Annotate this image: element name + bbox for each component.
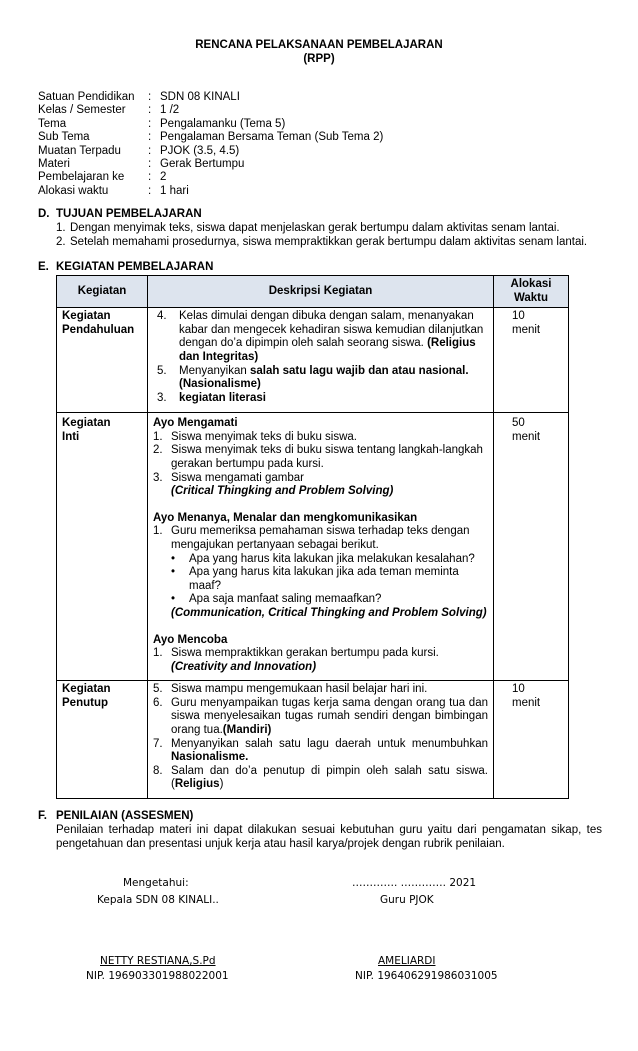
info-label: Sub Tema bbox=[38, 131, 90, 144]
info-row bbox=[38, 185, 383, 198]
alokasi-line-1: Alokasi bbox=[510, 278, 552, 290]
row-description bbox=[148, 681, 494, 799]
info-label: Muatan Terpadu bbox=[38, 144, 121, 157]
document-title: RENCANA PELAKSANAAN PEMBELAJARAN bbox=[195, 39, 443, 51]
info-value: Gerak Bertumpu bbox=[160, 157, 245, 170]
alokasi-line-2: Waktu bbox=[513, 291, 549, 304]
sign-right-title: Guru PJOK bbox=[380, 894, 434, 906]
row-label-line: Pendahuluan bbox=[62, 323, 135, 336]
list-item bbox=[153, 472, 488, 486]
info-colon: : bbox=[148, 157, 152, 170]
info-value: 1 /2 bbox=[160, 104, 180, 117]
row-label bbox=[57, 413, 148, 681]
section-number: D. bbox=[38, 208, 50, 220]
sign-right-name: AMELIARDI bbox=[378, 955, 436, 967]
item-text: Guru menyampaikan tugas kerja sama dengan orang tua dan siswa menyelesaikan tugas rumah sendiri dengan bimbingan orang tua. bbox=[171, 696, 488, 736]
table-row bbox=[57, 308, 569, 413]
item-text: Siswa menyimak teks di buku siswa tentang langkah-langkah gerakan bertumpu pada kursi. bbox=[171, 444, 483, 470]
info-colon: : bbox=[148, 171, 152, 184]
item-number: 1. bbox=[56, 222, 66, 234]
item-value-tag: Nasionalisme. bbox=[171, 751, 249, 764]
info-row bbox=[38, 118, 383, 131]
column-header-deskripsi: Deskripsi Kegiatan bbox=[148, 276, 494, 308]
item-number: 4. bbox=[157, 310, 167, 323]
sign-right-date: …………. …………. 2021 bbox=[352, 877, 477, 889]
item-number: 1. bbox=[153, 525, 163, 538]
item-value-tag: (Mandiri) bbox=[222, 723, 272, 736]
info-value: SDN 08 KINALI bbox=[160, 91, 240, 103]
list-item bbox=[153, 525, 488, 552]
section-title: TUJUAN PEMBELAJARAN bbox=[56, 208, 202, 220]
time-unit: menit bbox=[512, 696, 541, 709]
subheading-menanya: Ayo Menanya, Menalar dan mengkomunikasikan bbox=[153, 511, 418, 524]
question-text: Apa saja manfaat saling memaafkan? bbox=[189, 593, 382, 606]
list-item bbox=[153, 310, 488, 364]
sign-left-header: Mengetahui: bbox=[123, 877, 189, 889]
item-number: 3. bbox=[153, 471, 163, 484]
info-value: Pengalamanku (Tema 5) bbox=[160, 117, 286, 130]
item-number: 7. bbox=[153, 737, 163, 750]
row-time bbox=[494, 681, 569, 799]
list-item bbox=[153, 365, 488, 392]
section-title: KEGIATAN PEMBELAJARAN bbox=[56, 261, 214, 273]
section-number: E. bbox=[38, 261, 49, 273]
table-row bbox=[57, 681, 569, 799]
time-value: 50 bbox=[512, 417, 525, 430]
info-colon: : bbox=[148, 91, 152, 103]
item-number: 3. bbox=[157, 391, 167, 404]
item-text: Dengan menyimak teks, siswa dapat menjelaskan gerak bertumpu dalam aktivitas senam lantai. bbox=[70, 222, 560, 234]
time-value: 10 bbox=[512, 683, 525, 696]
item-text: ) bbox=[219, 778, 224, 791]
row-label bbox=[57, 308, 148, 413]
item-text: Kelas dimulai dengan dibuka dengan salam, menanyakan kabar dan mengecek kehadiran siswa kemudian dilanjutkan dengan do’a dipimpin oleh salah seorang siswa. bbox=[179, 310, 484, 350]
row-label bbox=[57, 681, 148, 799]
list-item bbox=[153, 444, 488, 471]
list-item bbox=[153, 647, 488, 661]
activities-table bbox=[56, 275, 569, 799]
list-item bbox=[153, 683, 488, 697]
question-item bbox=[153, 566, 488, 593]
skill-note: (Communication, Critical Thingking and Problem Solving) bbox=[171, 606, 487, 619]
table-row bbox=[57, 413, 569, 681]
skill-note: (Critical Thingking and Problem Solving) bbox=[171, 485, 394, 498]
document-subtitle: (RPP) bbox=[303, 53, 335, 65]
item-text: Siswa menyimak teks di buku siswa. bbox=[171, 430, 357, 443]
item-value-tag: salah satu lagu wajib dan atau nasional. (Nasionalisme) bbox=[179, 364, 469, 391]
list-item bbox=[153, 738, 488, 765]
info-label: Pembelajaran ke bbox=[38, 171, 125, 184]
bullet: • bbox=[171, 566, 176, 579]
item-number: 1. bbox=[153, 430, 163, 443]
info-label: Alokasi waktu bbox=[38, 184, 109, 197]
info-row bbox=[38, 104, 383, 117]
section-f-heading bbox=[38, 810, 193, 824]
info-row bbox=[38, 131, 383, 144]
info-colon: : bbox=[148, 104, 152, 117]
bullet: • bbox=[171, 593, 176, 606]
sign-right-nip: NIP. 196406291986031005 bbox=[355, 970, 498, 982]
item-text: Guru memeriksa pemahaman siswa terhadap teks dengan mengajukan pertanyaan sebagai berikut. bbox=[171, 525, 470, 551]
row-time bbox=[494, 413, 569, 681]
info-row bbox=[38, 171, 383, 184]
info-value: 1 hari bbox=[160, 184, 189, 197]
item-number: 8. bbox=[153, 764, 163, 777]
item-number: 5. bbox=[157, 364, 167, 377]
info-value: Pengalaman Bersama Teman (Sub Tema 2) bbox=[160, 131, 384, 144]
subheading-mengamati: Ayo Mengamati bbox=[153, 417, 238, 430]
row-label-line: Kegiatan bbox=[62, 683, 111, 696]
row-description bbox=[148, 308, 494, 413]
row-label-line: Kegiatan bbox=[62, 310, 111, 323]
item-number: 2. bbox=[56, 235, 66, 248]
item-text: Menyanyikan salah satu lagu daerah untuk menumbuhkan bbox=[171, 737, 488, 750]
question-item bbox=[153, 593, 488, 607]
row-time bbox=[494, 308, 569, 413]
item-number: 1. bbox=[153, 647, 163, 660]
time-unit: menit bbox=[512, 430, 541, 443]
bullet: • bbox=[171, 552, 176, 565]
item-text: Menyanyikan bbox=[179, 364, 247, 377]
list-item bbox=[153, 697, 488, 738]
section-number: F. bbox=[38, 810, 47, 822]
table-header-row bbox=[57, 276, 569, 308]
skill-note: (Creativity and Innovation) bbox=[171, 660, 317, 673]
column-header-alokasi bbox=[494, 276, 569, 308]
info-row bbox=[38, 91, 383, 104]
assessment-text: Penilaian terhadap materi ini dapat dilakukan sesuai kebutuhan guru yaitu dari pengamatan sikap, tes pengetahuan dan presentasi unjuk kerja atau hasil karya/projek dengan rubrik penilaian. bbox=[56, 824, 602, 850]
question-item bbox=[153, 553, 488, 567]
item-number: 2. bbox=[153, 444, 163, 457]
item-text: kegiatan literasi bbox=[179, 391, 266, 404]
item-number: 6. bbox=[153, 696, 163, 709]
sign-left-nip: NIP. 196903301988022001 bbox=[86, 970, 229, 982]
row-label-line: Penutup bbox=[62, 696, 108, 709]
section-title: PENILAIAN (ASSESMEN) bbox=[56, 810, 194, 822]
time-unit: menit bbox=[512, 323, 541, 336]
item-number: 5. bbox=[153, 683, 163, 696]
info-colon: : bbox=[148, 144, 152, 157]
item-text: Siswa mempraktikkan gerakan bertumpu pada kursi. bbox=[171, 647, 439, 660]
item-text: Salam dan do’a penutup di pimpin oleh salah satu siswa. ( bbox=[171, 764, 488, 791]
info-value: 2 bbox=[160, 171, 167, 184]
list-item bbox=[56, 236, 587, 250]
info-label: Satuan Pendidikan bbox=[38, 91, 135, 103]
section-e-heading bbox=[38, 261, 213, 275]
row-label-line: Kegiatan bbox=[62, 417, 111, 430]
info-label: Kelas / Semester bbox=[38, 104, 126, 117]
info-label: Materi bbox=[38, 157, 70, 170]
objectives-list bbox=[56, 222, 587, 249]
list-item bbox=[153, 431, 488, 445]
info-row bbox=[38, 145, 383, 158]
row-label-line: Inti bbox=[62, 430, 80, 443]
item-value-tag: (Religius dan Integritas) bbox=[179, 337, 476, 363]
info-colon: : bbox=[148, 184, 152, 197]
list-item bbox=[153, 392, 488, 406]
identity-block bbox=[38, 91, 383, 198]
question-text: Apa yang harus kita lakukan jika ada teman meminta maaf? bbox=[189, 566, 459, 592]
row-description bbox=[148, 413, 494, 681]
column-header-kegiatan: Kegiatan bbox=[57, 276, 148, 308]
info-value: PJOK (3.5, 4.5) bbox=[160, 144, 240, 157]
list-item bbox=[153, 765, 488, 792]
subheading-mencoba: Ayo Mencoba bbox=[153, 633, 228, 646]
time-value: 10 bbox=[512, 310, 525, 323]
sign-left-name: NETTY RESTIANA,S.Pd bbox=[100, 955, 216, 967]
list-item bbox=[56, 222, 587, 236]
item-text: Setelah memahami prosedurnya, siswa mempraktikkan gerak bertumpu dalam aktivitas senam lantai. bbox=[70, 235, 588, 248]
info-colon: : bbox=[148, 117, 152, 130]
item-value-tag: Religius bbox=[174, 778, 220, 791]
info-colon: : bbox=[148, 131, 152, 144]
info-row bbox=[38, 158, 383, 171]
info-label: Tema bbox=[38, 117, 67, 130]
section-d-heading bbox=[38, 208, 202, 222]
question-text: Apa yang harus kita lakukan jika melakukan kesalahan? bbox=[189, 552, 475, 565]
item-text: Siswa mengamati gambar bbox=[171, 471, 304, 484]
sign-left-title: Kepala SDN 08 KINALI.. bbox=[97, 894, 219, 906]
item-text: Siswa mampu mengemukaan hasil belajar hari ini. bbox=[171, 683, 428, 696]
